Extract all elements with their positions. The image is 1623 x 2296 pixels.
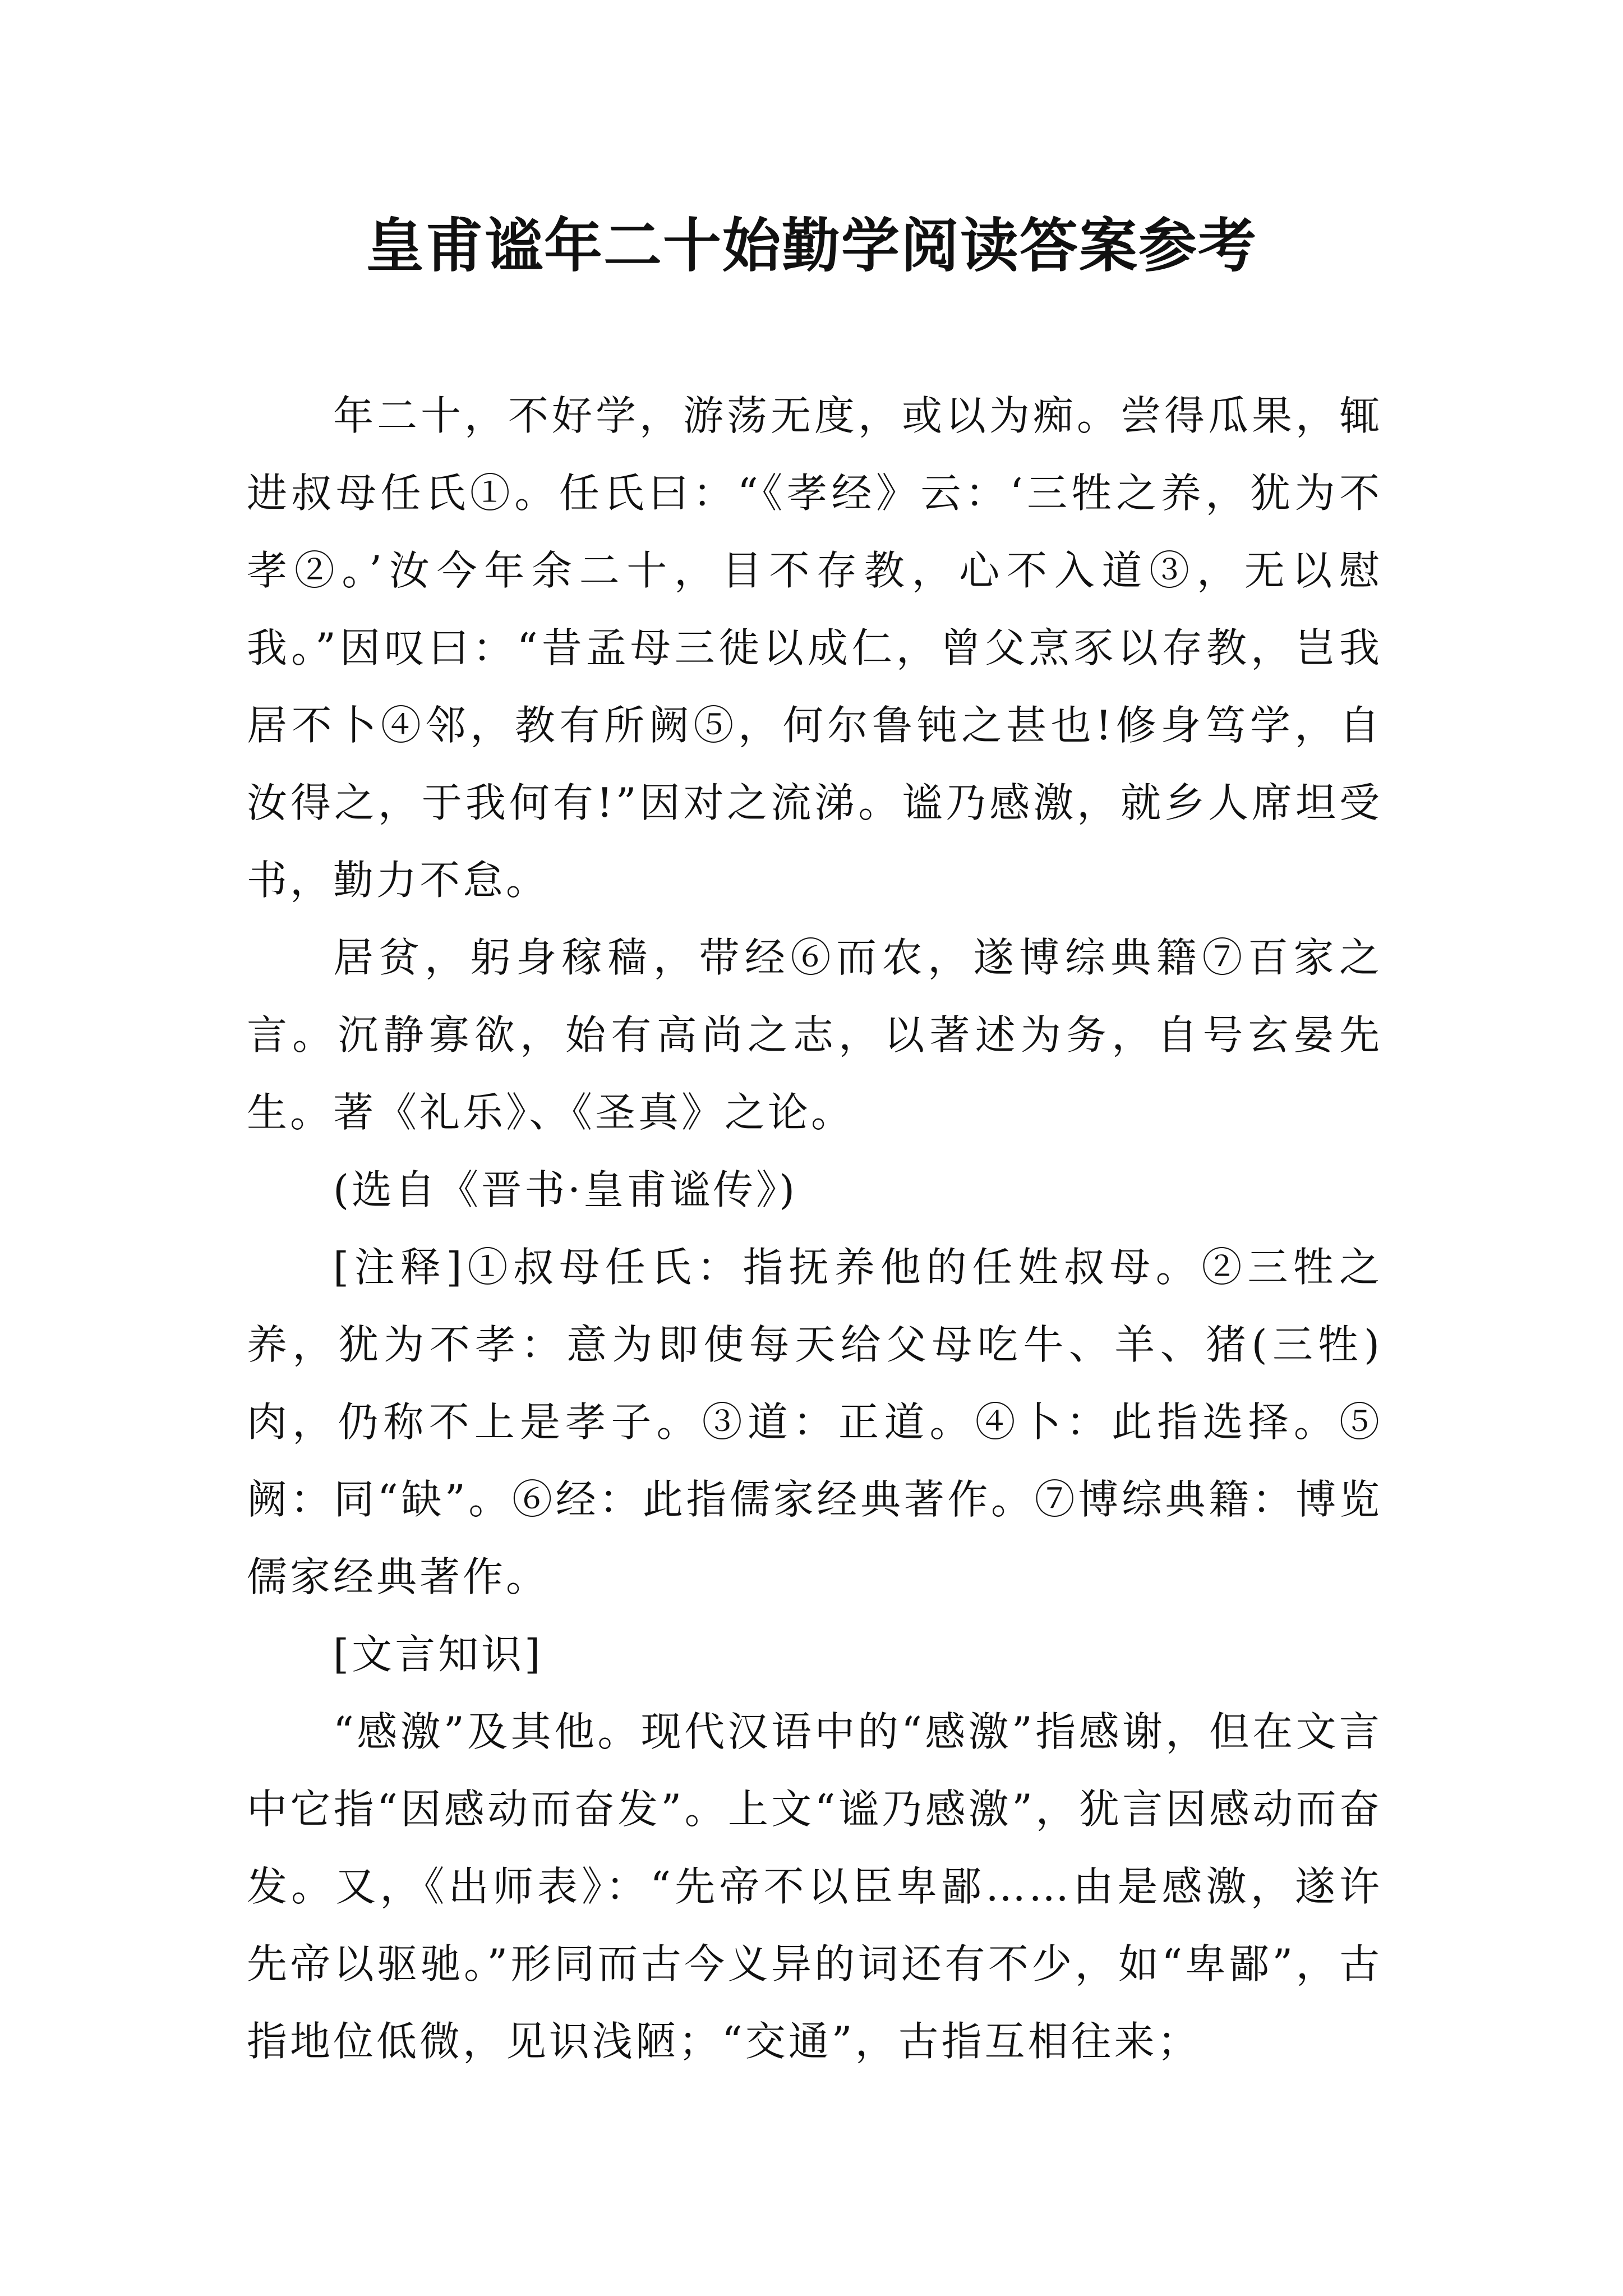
annotations-paragraph: [注释]①叔母任氏：指抚养他的任姓叔母。②三牲之养，犹为不孝：意为即使每天给父母吃牛、羊、猪(三牲)肉，仍称不上是孝子。③道：正道。④卜：此指选择。⑤阙：同“缺”。⑥经：此指儒家经典著作。⑦博综典籍：博览儒家经典著作。: [247, 1244, 1382, 1600]
paragraph-main-story: 年二十，不好学，游荡无度，或以为痴。尝得瓜果，辄进叔母任氏①。任氏曰：“《孝经》云：‘三牲之养，犹为不孝②。’汝今年余二十，目不存教，心不入道③，无以慰我。”因叹曰：“昔孟母三徙以成仁，曾父烹豕以存教，岂我居不卜④邻，教有所阙⑤，何尔鲁钝之甚也!修身笃学，自汝得之，于我何有!”因对之流涕。谧乃感激，就乡人席坦受书，勤力不怠。: [247, 392, 1382, 904]
knowledge-heading: [文言知识]: [333, 1631, 543, 1678]
document-body: [247, 377, 1382, 2080]
source-citation: (选自《晋书·皇甫谧传》): [333, 1166, 798, 1213]
knowledge-paragraph: “感激”及其他。现代汉语中的“感激”指感谢，但在文言中它指“因感动而奋发”。上文“谧乃感激”，犹言因感动而奋发。又，《出师表》：“先帝不以臣卑鄙……由是感激，遂许先帝以驱驰。”形同而古今义异的词还有不少，如“卑鄙”，古指地位低微，见识浅陋；“交通”，古指互相往来；: [247, 1708, 1382, 2065]
document-title: 皇甫谧年二十始勤学阅读答案参考: [365, 211, 1257, 280]
paragraph-later-life: 居贫，躬身稼穑，带经⑥而农，遂博综典籍⑦百家之言。沉静寡欲，始有高尚之志，以著述为务，自号玄晏先生。著《礼乐》、《圣真》之论。: [247, 934, 1382, 1136]
